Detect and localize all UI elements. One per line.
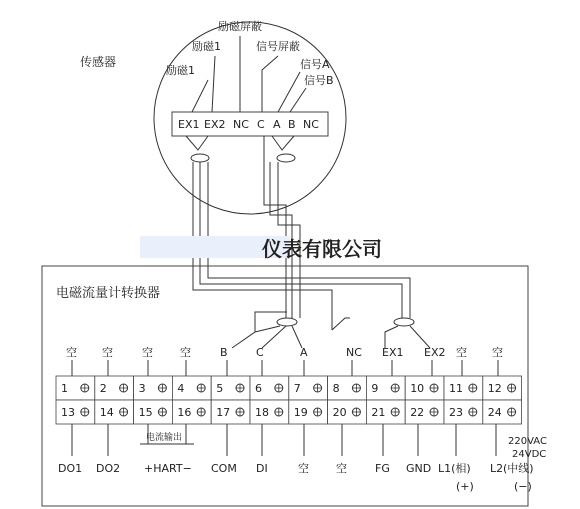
terminal-bottom-number-13: 13 [61, 406, 75, 419]
sensor-pin-ex1: EX1 [178, 118, 200, 131]
bottom-label-empty-1: 空 [298, 462, 309, 475]
wire-to-ex1 [385, 326, 398, 348]
terminal-bottom-number-21: 21 [371, 406, 386, 419]
sensor-pin-b: B [288, 118, 296, 131]
bottom-label-fg: FG [375, 462, 390, 475]
bottom-labels [58, 436, 547, 493]
terminal-bottom-number-14: 14 [99, 406, 114, 419]
bottom-label-l2: L2 [490, 462, 504, 475]
leader-signal-shield [262, 56, 278, 112]
current-output-label: 电流输出 [146, 433, 183, 443]
sensor-gland-right-v [272, 136, 294, 150]
terminal-top-number-12: 12 [487, 382, 502, 395]
terminal-bottom-number-18: 18 [255, 406, 269, 419]
sensor-gland-left-v [186, 136, 208, 150]
converter-title: 电磁流量计转换器 [56, 286, 161, 301]
leader-signal-b [290, 88, 306, 112]
wire-to-ex2 [410, 326, 430, 348]
wire-to-a [292, 326, 302, 348]
leader-excite1-top [212, 56, 215, 112]
terminal-bottom-number-17: 17 [216, 406, 231, 419]
terminal-bottom-number-15: 15 [138, 406, 153, 419]
bottom-label-gnd: GND [406, 462, 432, 475]
label-signal-shield: 信号屏蔽 [256, 40, 300, 53]
terminal-top-number-1: 1 [61, 382, 68, 395]
terminal-bottom-number-23: 23 [449, 406, 463, 419]
sensor-pin-ex2: EX2 [204, 118, 226, 131]
top-label-6: C [256, 346, 264, 359]
bottom-label-l1-sign: (+) [456, 480, 474, 493]
label-signal-a: 信号A [300, 58, 330, 71]
top-label-7: A [300, 346, 308, 359]
top-label-10: EX2 [424, 346, 446, 359]
bottom-label-l2-sub: (中线) [503, 462, 534, 475]
terminal-top-number-2: 2 [99, 382, 107, 395]
power-dc-label: 24VDC [512, 449, 547, 460]
top-drop-lines [72, 360, 498, 376]
sensor-pin-c: C [257, 118, 265, 131]
sensor-gland-right [277, 154, 295, 162]
bottom-label-hart: +HART− [144, 462, 192, 475]
top-label-12: 空 [492, 346, 503, 359]
terminal-top-number-6: 6 [255, 382, 262, 395]
leader-signal-a [278, 72, 300, 112]
top-label-2: 空 [102, 346, 113, 359]
sensor-pin-nc: NC [233, 118, 249, 131]
terminal-block [56, 376, 522, 424]
terminal-bottom-number-19: 19 [293, 406, 308, 419]
terminal-bottom-number-22: 22 [410, 406, 425, 419]
terminal-top-number-8: 8 [332, 382, 340, 395]
top-labels [66, 345, 503, 359]
bottom-label-empty-2: 空 [336, 462, 347, 475]
sensor-gland-left [191, 154, 209, 162]
bottom-label-l2-sign: (−) [514, 480, 532, 493]
top-label-11: 空 [456, 346, 467, 359]
label-signal-b: 信号B [304, 74, 334, 87]
bottom-label-di: DI [256, 462, 268, 475]
terminal-top-number-4: 4 [177, 382, 185, 395]
sensor-pin-a: A [273, 118, 281, 131]
bottom-label-l1: L1(相) [438, 462, 471, 475]
terminal-top-number-10: 10 [410, 382, 425, 395]
bottom-label-do2: DO2 [96, 462, 121, 475]
top-label-9: EX1 [382, 346, 404, 359]
terminal-top-number-9: 9 [371, 382, 379, 395]
label-excite1-left: 励磁1 [166, 64, 195, 77]
bottom-label-do1: DO1 [58, 462, 83, 475]
cable-signal-c [264, 136, 286, 318]
wire-to-nc [332, 318, 350, 330]
top-label-5: B [220, 346, 228, 359]
terminal-bottom-number-24: 24 [487, 406, 502, 419]
converter-gland-signal [277, 318, 297, 326]
bottom-drop-lines [72, 424, 496, 456]
sensor-pin-nc2: NC [303, 118, 319, 131]
label-excite-shield: 励磁屏蔽 [218, 20, 262, 33]
bottom-label-com: COM [211, 462, 237, 475]
top-label-3: 空 [142, 346, 153, 359]
sensor-title: 传感器 [80, 55, 117, 69]
top-label-4: 空 [180, 346, 191, 359]
label-excite1-top: 励磁1 [192, 40, 221, 53]
terminal-top-number-5: 5 [216, 382, 224, 395]
terminal-top-number-3: 3 [138, 382, 146, 395]
watermark-text: 仪表有限公司 [262, 237, 382, 261]
terminal-top-number-7: 7 [293, 382, 301, 395]
terminal-bottom-number-16: 16 [177, 406, 192, 419]
top-label-1: 空 [66, 346, 77, 359]
terminal-top-number-11: 11 [449, 382, 463, 395]
converter-gland-excite [394, 318, 414, 326]
wire-to-b [232, 326, 280, 348]
leader-excite1-left [192, 80, 208, 112]
power-ac-label: 220VAC [508, 436, 547, 447]
terminal-bottom-number-20: 20 [332, 406, 347, 419]
top-label-8: NC [346, 346, 362, 359]
